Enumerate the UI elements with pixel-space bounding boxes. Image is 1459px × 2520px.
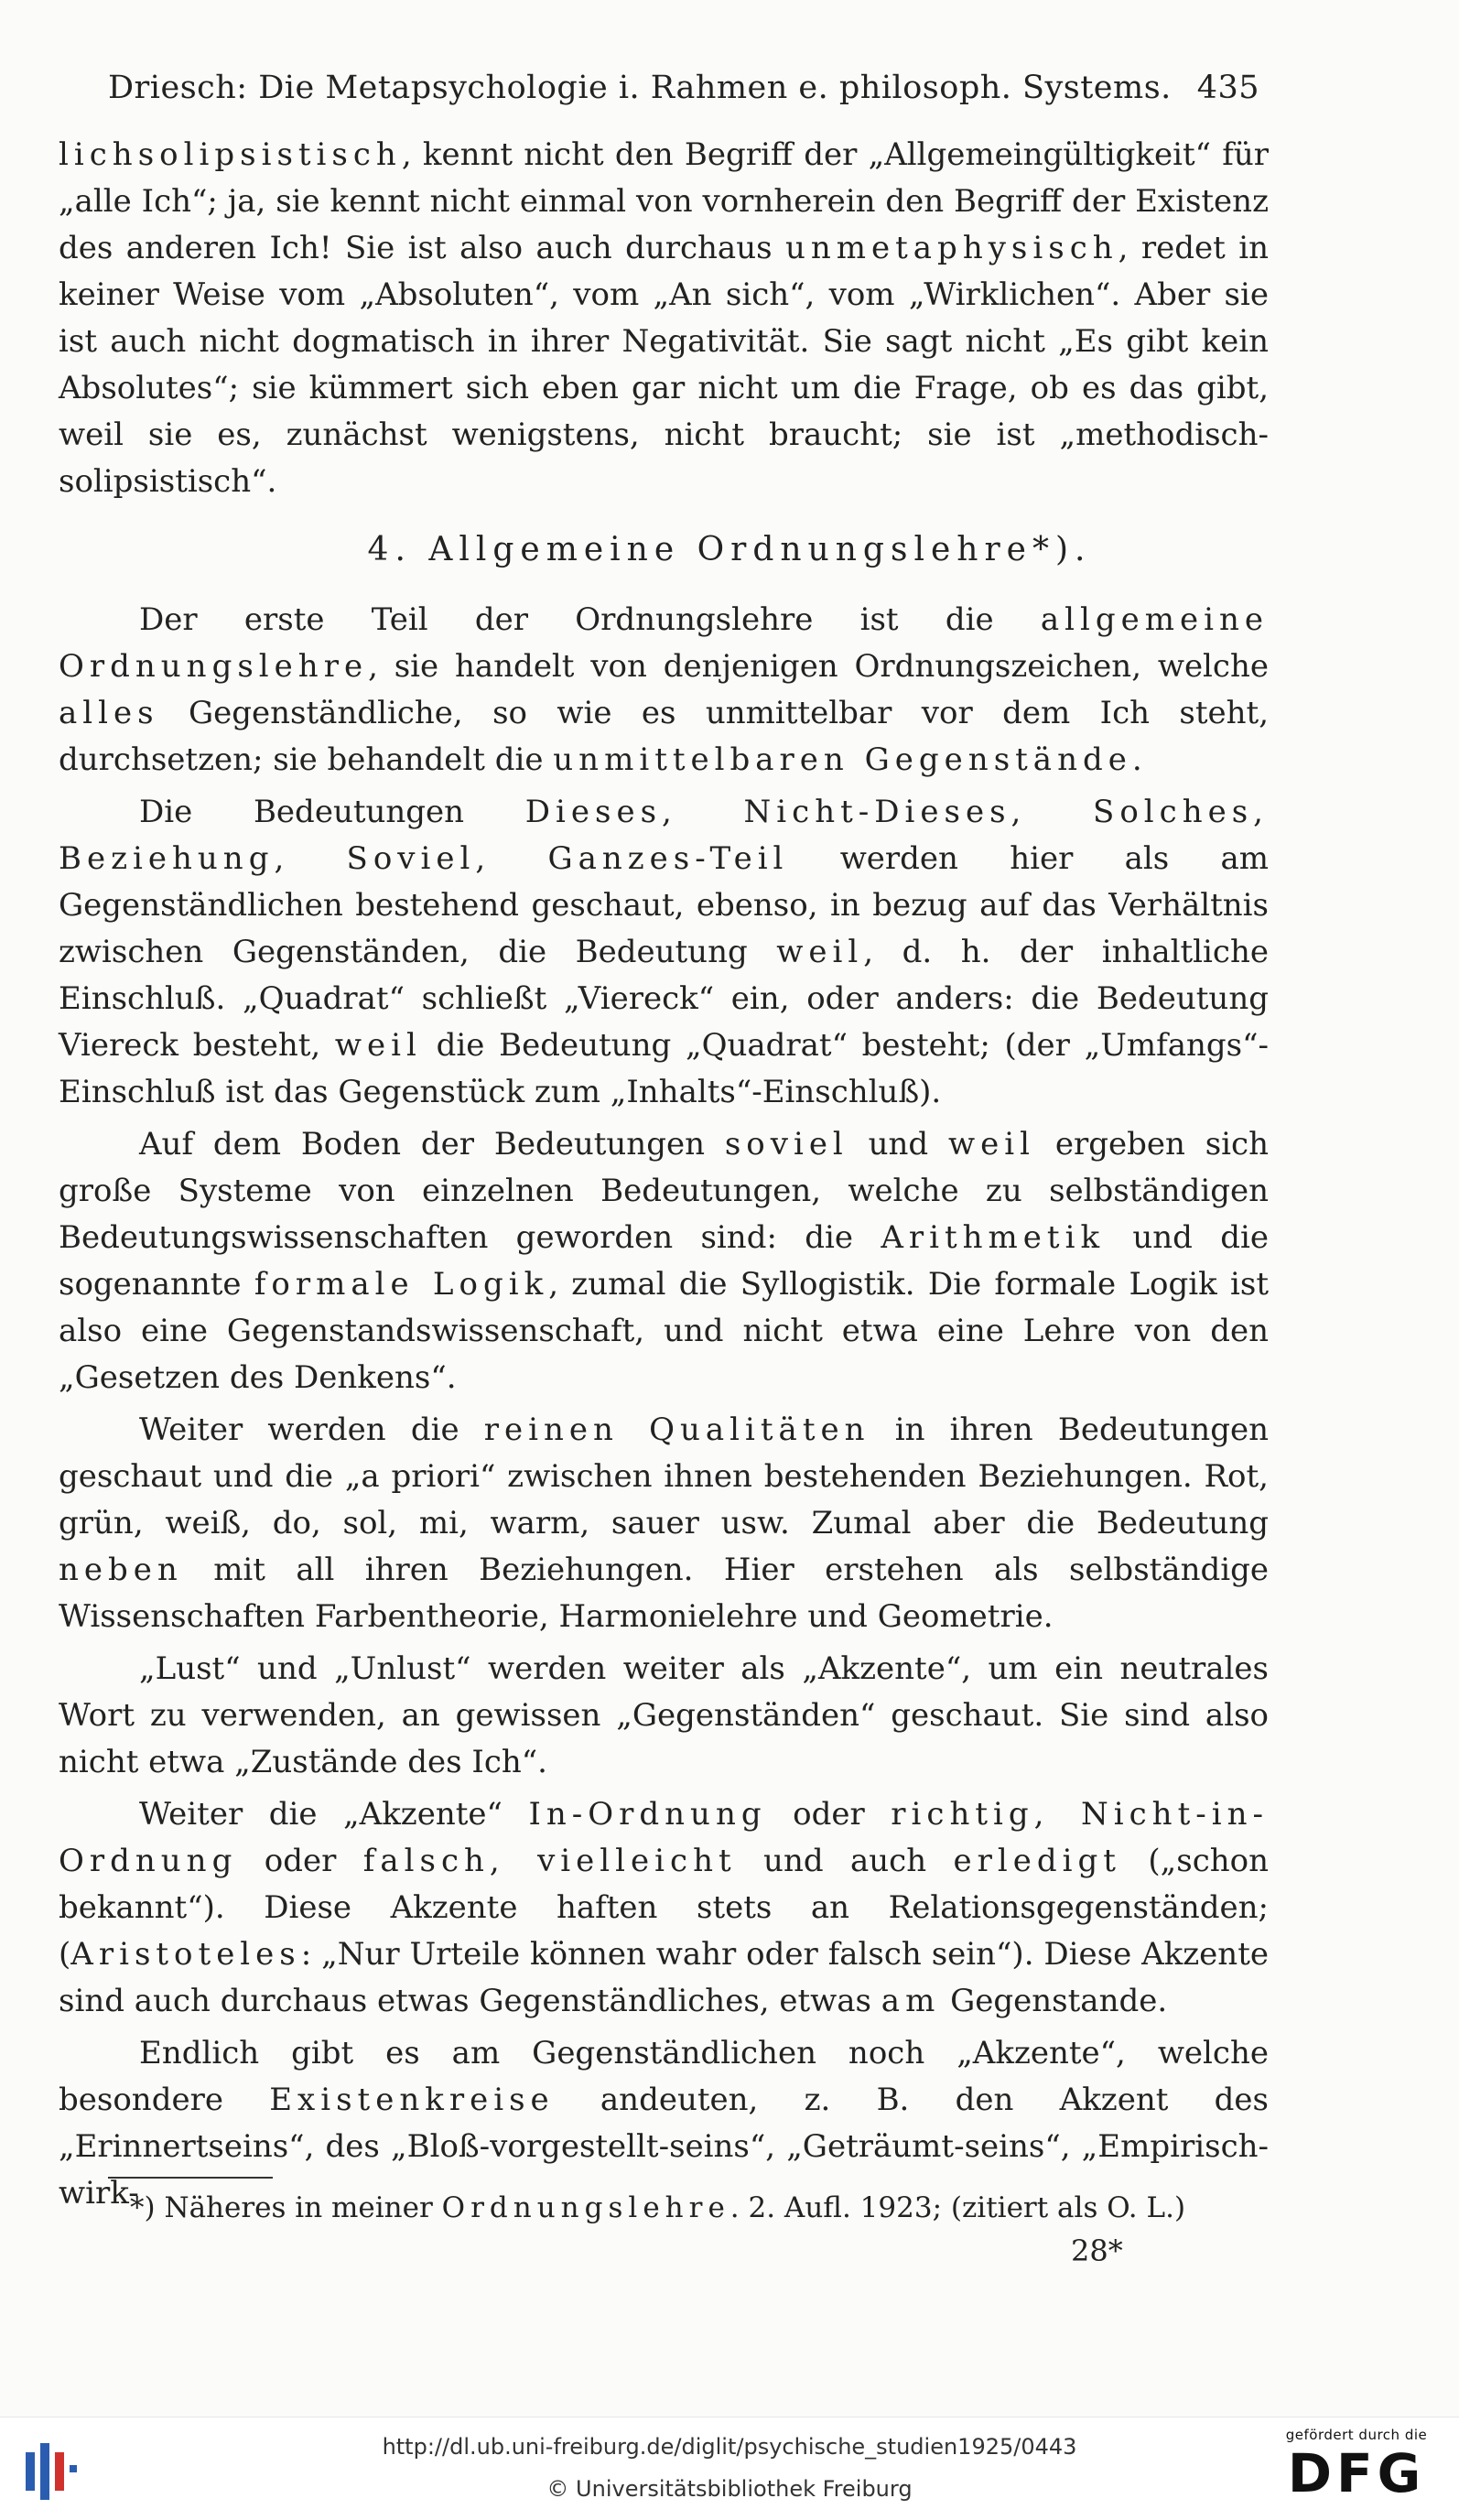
text-run: und auch (736, 1843, 954, 1879)
paragraph (59, 1791, 1269, 2025)
text-run: andeuten, z. B. den Akzent des „Erinnertseins“, des „Bloß-vorgestellt-seins“, „Geträumt-seins“, „Empirisch-wirk- (59, 2082, 1269, 2212)
text-run: Weiter die „Akzente“ (139, 1796, 529, 1833)
text-run: : „Nur Urteile können wahr oder falsch sein“). Diese Akzente sind auch durchaus etwas Gegenständliches, etwas (59, 1936, 1269, 2019)
spaced-term: soviel (724, 1126, 848, 1163)
text-run: . (1131, 741, 1142, 778)
paragraph (59, 1407, 1269, 1640)
text-run: , sie handelt von denjenigen Ordnungszeichen, welche (368, 648, 1269, 685)
text-run: . 2. Aufl. 1923; (zitiert als O. L.) (730, 2191, 1186, 2224)
text-run: , d. h. der inhaltliche Einschluß. „Quadrat“ schließt „Viereck“ ein, oder anders: die Bedeutung Viereck besteht, (59, 934, 1269, 1064)
permalink-url[interactable]: http://dl.ub.uni-freiburg.de/diglit/psychische_studien1925/0443 (382, 2434, 1077, 2460)
spaced-term: weil (776, 934, 864, 970)
spaced-term: erledigt (953, 1843, 1121, 1879)
text-run: , kennt nicht den Begriff der „Allgemeingültigkeit“ für „alle Ich“; ja, sie kennt nicht einmal von vornherein den Begriff der Existenz des anderen Ich! Sie ist also auch durchaus (59, 136, 1269, 266)
viewer-footer (0, 2417, 1459, 2520)
spaced-term: reinen Qualitäten (483, 1411, 870, 1448)
text-run: und (848, 1126, 949, 1163)
copyright-notice: © Universitätsbibliothek Freiburg (546, 2476, 913, 2502)
spaced-term: am (881, 1983, 941, 2019)
spaced-term: lichsolipsistisch (59, 136, 402, 173)
text-run: Der erste Teil der Ordnungslehre ist die (139, 601, 1041, 638)
paragraph (59, 1121, 1269, 1401)
footnote (130, 2190, 1292, 2226)
paragraph (59, 1646, 1269, 1786)
dfg-logo (1270, 2427, 1443, 2515)
section-heading: 4. Allgemeine Ordnungslehre*). (367, 531, 1092, 568)
text-run: Weiter werden die (139, 1411, 484, 1448)
text-run: oder (766, 1796, 892, 1833)
spaced-term: Dieses, Nicht-Dieses, Solches, Beziehung, Soviel, Ganzes-Teil (59, 794, 1269, 877)
text-run: werden hier als am Gegenständlichen bestehend geschaut, ebenso, in bezug auf das Verhältnis zwischen Gegenständen, die Bedeutung (59, 840, 1269, 970)
spaced-term: allgemeine Ordnungslehre (59, 601, 1269, 685)
text-run: ergeben sich große Systeme von einzelnen Bedeutungen, welche zu selbständigen Bedeutungswissenschaften geworden sind: die (59, 1126, 1269, 1256)
spaced-term: unmetaphysisch (784, 230, 1119, 266)
spaced-term: falsch, vielleicht (362, 1843, 737, 1879)
spaced-term: weil (948, 1126, 1036, 1163)
paragraph-continuation (59, 132, 1269, 505)
text-run: „Lust“ und „Unlust“ werden weiter als „Akzente“, um ein neutrales Wort zu verwenden, an gewissen „Gegenständen“ geschaut. Sie sind also nicht etwa „Zustände des Ich“. (59, 1650, 1269, 1780)
spaced-term: alles (59, 695, 159, 731)
spaced-term: Aristoteles (70, 1936, 301, 1973)
text-run: , zumal die Syllogistik. Die formale Logik ist also eine Gegenstandswissenschaft, und nicht etwa eine Lehre von den „Gesetzen des Denkens“. (59, 1266, 1269, 1396)
text-run: Die Bedeutungen (139, 794, 525, 830)
spaced-term: richtig, Nicht-in-Ordnung (59, 1796, 1269, 1879)
spaced-term: neben (59, 1552, 183, 1588)
text-run: oder (237, 1843, 363, 1879)
paragraph (59, 789, 1269, 1116)
text-run: Gegenstande. (940, 1983, 1168, 2019)
text-run: *) Näheres in meiner (130, 2191, 442, 2224)
body-text (59, 597, 1269, 2217)
text-run: mit all ihren Beziehungen. Hier erstehen als selbständige Wissenschaften Farbentheorie, Harmonielehre und Geometrie. (59, 1552, 1269, 1635)
text-run: die Bedeutung „Quadrat“ besteht; (der „Umfangs“-Einschluß ist das Gegenstück zum „Inhalts“-Einschluß). (59, 1027, 1270, 1110)
spaced-term: formale Logik (254, 1266, 549, 1303)
signature-mark: 28* (1071, 2233, 1123, 2268)
text-run: („schon bekannt“). Diese Akzente haften stets an Relationsgegenständen; ( (59, 1843, 1270, 1973)
dfg-wordmark: DFG (1287, 2442, 1426, 2504)
footnote-rule (108, 2177, 273, 2179)
dfg-tagline: gefördert durch die (1285, 2427, 1428, 2443)
spaced-term: Arithmetik (881, 1219, 1106, 1256)
spaced-term: unmittelbaren Gegenstände (553, 741, 1132, 778)
spaced-term: weil (334, 1027, 422, 1064)
text-run: in ihren Bedeutungen geschaut und die „a priori“ zwischen ihnen bestehenden Beziehungen. Rot, grün, weiß, do, sol, mi, warm, sauer usw. Zumal aber die Bedeutung (59, 1411, 1269, 1541)
running-head (108, 70, 1259, 106)
running-head-title: Driesch: Die Metapsychologie i. Rahmen e. philosoph. Systems. (108, 70, 1172, 106)
paragraph (59, 597, 1269, 784)
text-run: Auf dem Boden der Bedeutungen (139, 1126, 725, 1163)
text-run: , redet in keiner Weise vom „Absoluten“, vom „An sich“, vom „Wirklichen“. Aber sie ist auch nicht dogmatisch in ihrer Negativität. Sie sagt nicht „Es gibt kein Absolutes“; sie kümmert sich eben gar nicht um die Frage, ob es das gibt, weil sie es, zunächst wenigstens, nicht braucht; sie ist „methodisch-solipsistisch“. (59, 230, 1269, 500)
page-number: 435 (1196, 70, 1259, 106)
spaced-term: Ordnungslehre (441, 2191, 730, 2224)
text-run: und die sogenannte (59, 1219, 1269, 1303)
text-run: Gegenständliche, so wie es unmittelbar vor dem Ich steht, durchsetzen; sie behandelt die (59, 695, 1269, 778)
spaced-term: In-Ordnung (528, 1796, 767, 1833)
spaced-term: Existenkreise (269, 2082, 555, 2118)
text-run: Endlich gibt es am Gegenständlichen noch „Akzente“, welche besondere (59, 2035, 1269, 2118)
